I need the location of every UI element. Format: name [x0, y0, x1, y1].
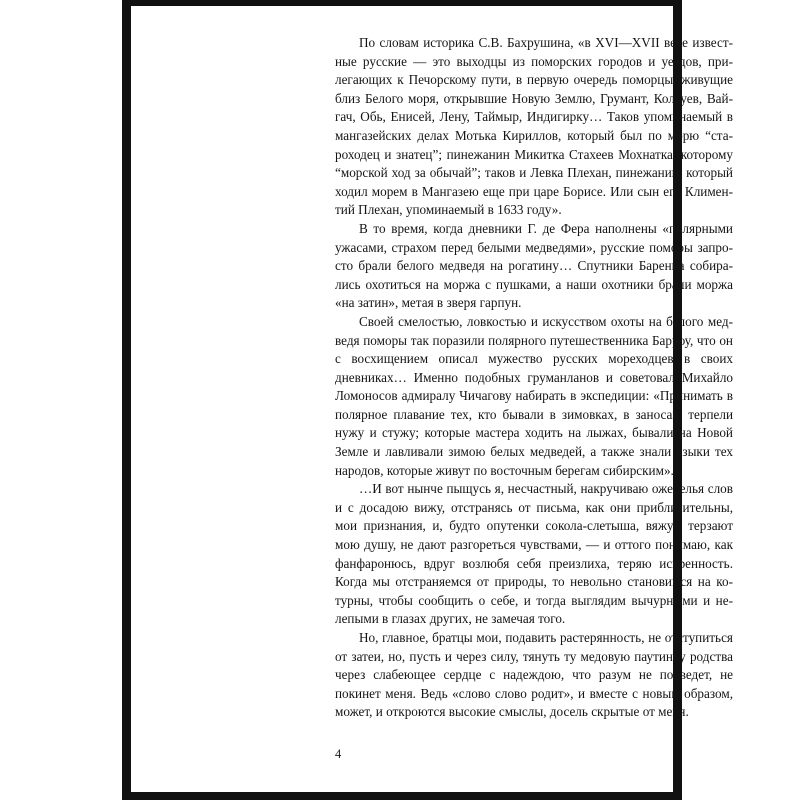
body-text-column [335, 34, 733, 734]
paragraph: По словам историка С.В. Бахрушина, «в XVI—XVII веке известные русские — это выходцы из поморских городов и уездов, прилегающих к Печорскому пути, в первую очередь поморцы, живущие близ Белого моря, открывшие Новую Землю, Грумант, Колгуев, Вайгач, Обь, Енисей, Лену, Таймыр, Индигирку… Таков упоминаемый в мангазейских делах Мотька Кириллов, который был по морю “староходец и знатец”; пинежанин Микитка Стахеев Мохнатка, которому “морской ход за обычай”; таков и Левка Плехан, пинежанин, который ходил морем в Мангазею еще при царе Борисе. Или сын его Климентий Плехан, упоминаемый в 1633 году». [335, 35, 733, 218]
page-sheet [131, 6, 733, 792]
paragraph: Своей смелостью, ловкостью и искусством охоты на белого медведя поморы так поразили полярного путешественника Барроу, что он с восхищением описал мужество русских мореходцев в своих дневниках… Именно подобных груманланов и советовал Михайло Ломоносов адмиралу Чичагову набирать в экспедиции: «Принимать в полярное плавание тех, кто бывали в зимовках, в заносах, терпели нужу и стужу; которые мастера ходить на лыжах, бывали на Новой Земле и лавливали зимою белых медведей, а также знали языки тех народов, которые живут по восточным берегам сибирским». [335, 313, 733, 478]
page-number: 4 [335, 747, 342, 761]
paragraph: …И вот нынче пыщусь я, несчастный, накручиваю ожерелья слов и с досадою вижу, отстранясь от письма, как они приблизительны, мои признания, и, будто опутенки сокола-слетыша, вяжут, терзают мою душу, не дают разгореться чувствами, — и оттого понимаю, как фанфаронюсь, вдруг возлюбя себя преизлиха, теряю искренность. Когда мы отстраняемся от природы, то невольно становимся на котурны, чтобы сообщить о себе, и тогда выглядим вычурными и нелепыми в глазах других, не замечая того. [335, 481, 733, 627]
paragraph: Но, главное, братцы мои, подавить растерянность, не отступиться от затеи, но, пусть и через силу, тянуть ту медовую паутинку родства через слабеющее сердце с надеждою, что разум не подведет, не покинет меня. Ведь «слово слово родит», и вместе с новым образом, может, и откроются высокие смыслы, досель скрытые от меня. [335, 630, 733, 720]
paragraph: В то время, когда дневники Г. де Фера наполнены «полярными ужасами, страхом перед белыми медведями», русские поморы запросто брали белого медведя на рогатину… Спутники Баренца собирались охотиться на моржа с пушками, а наши охотники брали моржа «на затин», метая в зверя гарпун. [335, 220, 733, 311]
